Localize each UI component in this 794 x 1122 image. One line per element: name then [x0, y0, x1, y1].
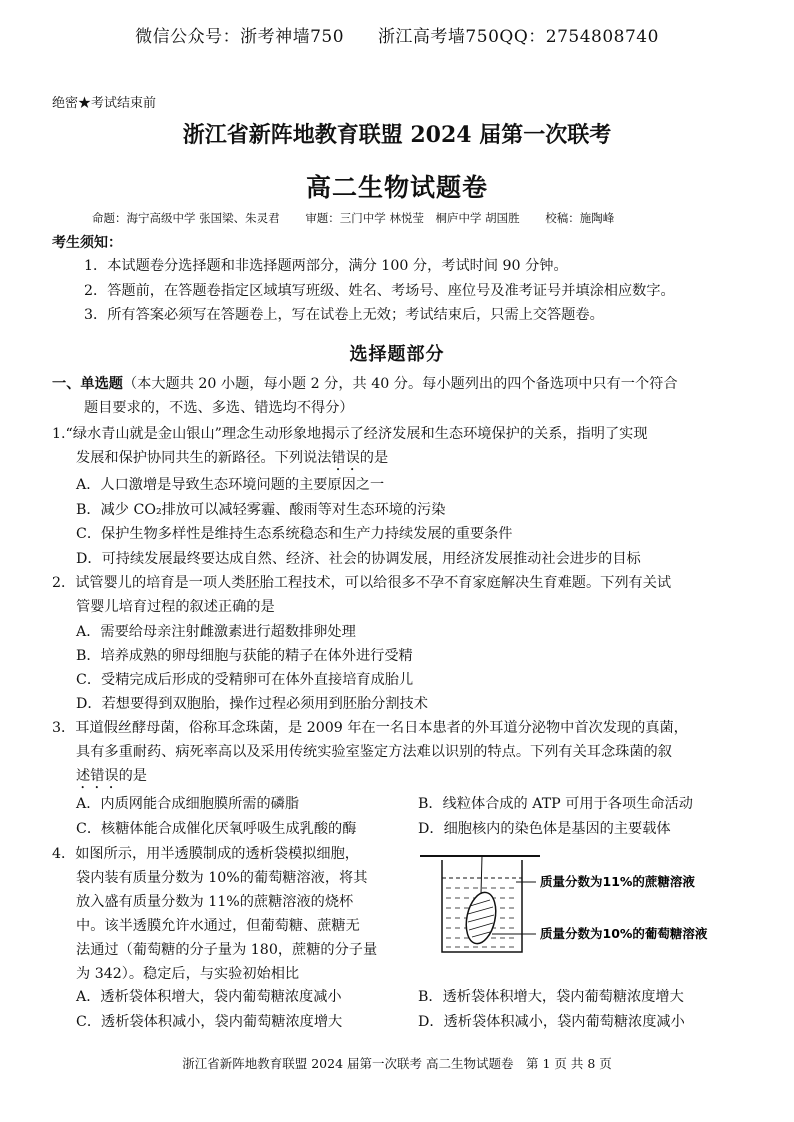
beaker-diagram	[418, 848, 748, 958]
option-b: B．线粒体合成的 ATP 可用于各项生命活动	[418, 796, 693, 812]
question-4-stem-cont: 法通过（葡萄糖的分子量为 180，蔗糖的分子量	[76, 942, 378, 958]
option-b: B．培养成熟的卵母细胞与获能的精子在体外进行受精	[76, 648, 413, 664]
label-sucrose: 质量分数为11%的蔗糖溶液	[540, 874, 695, 889]
watermark-header	[0, 22, 794, 47]
question-4-stem-cont: 为 342）。稳定后，与实验初始相比	[76, 966, 300, 982]
question-4-stem: 4．如图所示，用半透膜制成的透析袋模拟细胞，	[52, 846, 359, 862]
emphasis-word: 错误	[331, 450, 360, 466]
question-1-stem-cont	[76, 448, 388, 474]
part-heading: 一、单选题	[52, 376, 123, 392]
proofreader: 校稿：施陶峰	[545, 211, 615, 225]
option-c: C．核糖体能合成催化厌氧呼吸生成乳酸的酶	[76, 821, 357, 837]
notice-item: 2．答题前，在答题卷指定区域填写班级、姓名、考场号、座位号及准考证号并填涂相应数字。	[84, 283, 675, 299]
option-c: C．受精完成后形成的受精卵可在体外直接培育成胎儿	[76, 672, 414, 688]
question-3-stem-cont: 具有多重耐药、病死率高以及采用传统实验室鉴定方法难以识别的特点。下列有关耳念珠菌的叙	[76, 744, 672, 760]
option-c: C．保护生物多样性是维持生态系统稳态和生产力持续发展的重要条件	[76, 526, 513, 542]
paper-title: 高二生物试题卷	[305, 173, 488, 202]
option-d: D．透析袋体积减小，袋内葡萄糖浓度减小	[418, 1014, 685, 1030]
emphasis-word: 述错误	[76, 768, 119, 784]
option-a: A．人口激增是导致生态环境问题的主要原因之一	[76, 477, 385, 493]
question-4-stem-cont: 放入盛有质量分数为 11%的蔗糖溶液的烧杯	[76, 894, 354, 910]
setter: 命题：海宁高级中学 张国梁、朱灵君	[92, 211, 280, 225]
q3-text-end: 的是	[118, 768, 147, 784]
notice-item: 1．本试题卷分选择题和非选择题两部分，满分 100 分，考试时间 90 分钟。	[84, 258, 568, 274]
option-c: C．透析袋体积减小，袋内葡萄糖浓度增大	[76, 1014, 343, 1030]
notice-title: 考生须知：	[52, 235, 122, 251]
secret-mark: 绝密★考试结束前	[52, 96, 157, 111]
label-glucose: 质量分数为10%的葡萄糖溶液	[540, 926, 708, 941]
question-2-stem-cont: 管婴儿培育过程的叙述正确的是	[76, 599, 275, 615]
question-4-stem-cont: 中。该半透膜允许水通过，但葡萄糖、蔗糖无	[76, 918, 360, 934]
q1-text: 发展和保护协同共生的新路径。下列说法	[76, 450, 332, 466]
wechat-account: 微信公众号：浙考神墙750	[135, 27, 345, 47]
option-a: A．透析袋体积增大，袋内葡萄糖浓度减小	[76, 989, 342, 1005]
question-3-stem-end	[76, 766, 147, 792]
question-2-stem: 2．试管婴儿的培育是一项人类胚胎工程技术，可以给很多不孕不育家庭解决生育难题。下列有关试	[52, 575, 672, 591]
part-desc: （本大题共 20 小题，每小题 2 分，共 40 分。每小题列出的四个备选项中只有一个符合	[122, 376, 678, 392]
option-b: B．透析袋体积增大，袋内葡萄糖浓度增大	[418, 989, 684, 1005]
option-d: D．细胞核内的染色体是基因的主要载体	[418, 821, 671, 837]
page-footer: 浙江省新阵地教育联盟 2024 届第一次联考 高二生物试题卷 第 1 页 共 8 页	[182, 1056, 612, 1071]
option-a: A．内质网能合成细胞膜所需的磷脂	[76, 796, 300, 812]
option-d: D．可持续发展最终要达成自然、经济、社会的协调发展，用经济发展推动社会进步的目标	[76, 551, 641, 567]
question-4-stem-cont: 袋内装有质量分数为 10%的葡萄糖溶液，将其	[76, 870, 368, 886]
q1-text-end: 的是	[359, 450, 389, 466]
section-title: 选择题部分	[349, 344, 445, 365]
qq-number: 浙江高考墙750QQ：2754808740	[377, 27, 659, 47]
notice-item: 3．所有答案必须写在答题卷上，写在试卷上无效；考试结束后，只需上交答题卷。	[84, 307, 604, 323]
exam-title: 浙江省新阵地教育联盟 2024 届第一次联考	[182, 122, 612, 148]
beaker-figure	[418, 848, 748, 958]
reviewer: 审题：三门中学 林悦莹 桐庐中学 胡国胜	[305, 211, 520, 225]
option-a: A．需要给母亲注射雌激素进行超数排卵处理	[76, 624, 356, 640]
option-d: D．若想要得到双胞胎，操作过程必须用到胚胎分割技术	[76, 696, 428, 712]
part-heading-line	[52, 374, 678, 394]
question-3-stem: 3．耳道假丝酵母菌，俗称耳念珠菌，是 2009 年在一名日本患者的外耳道分泌物中首次发现的真菌，	[52, 720, 688, 736]
question-1-stem: 1.“绿水青山就是金山银山”理念生动形象地揭示了经济发展和生态环境保护的关系，指明了实现	[52, 426, 648, 442]
option-b: B．减少 CO₂排放可以减轻雾霾、酸雨等对生态环境的污染	[76, 502, 446, 518]
authors-line	[92, 210, 636, 226]
part-desc-cont: 题目要求的，不选、多选、错选均不得分）	[84, 400, 354, 416]
